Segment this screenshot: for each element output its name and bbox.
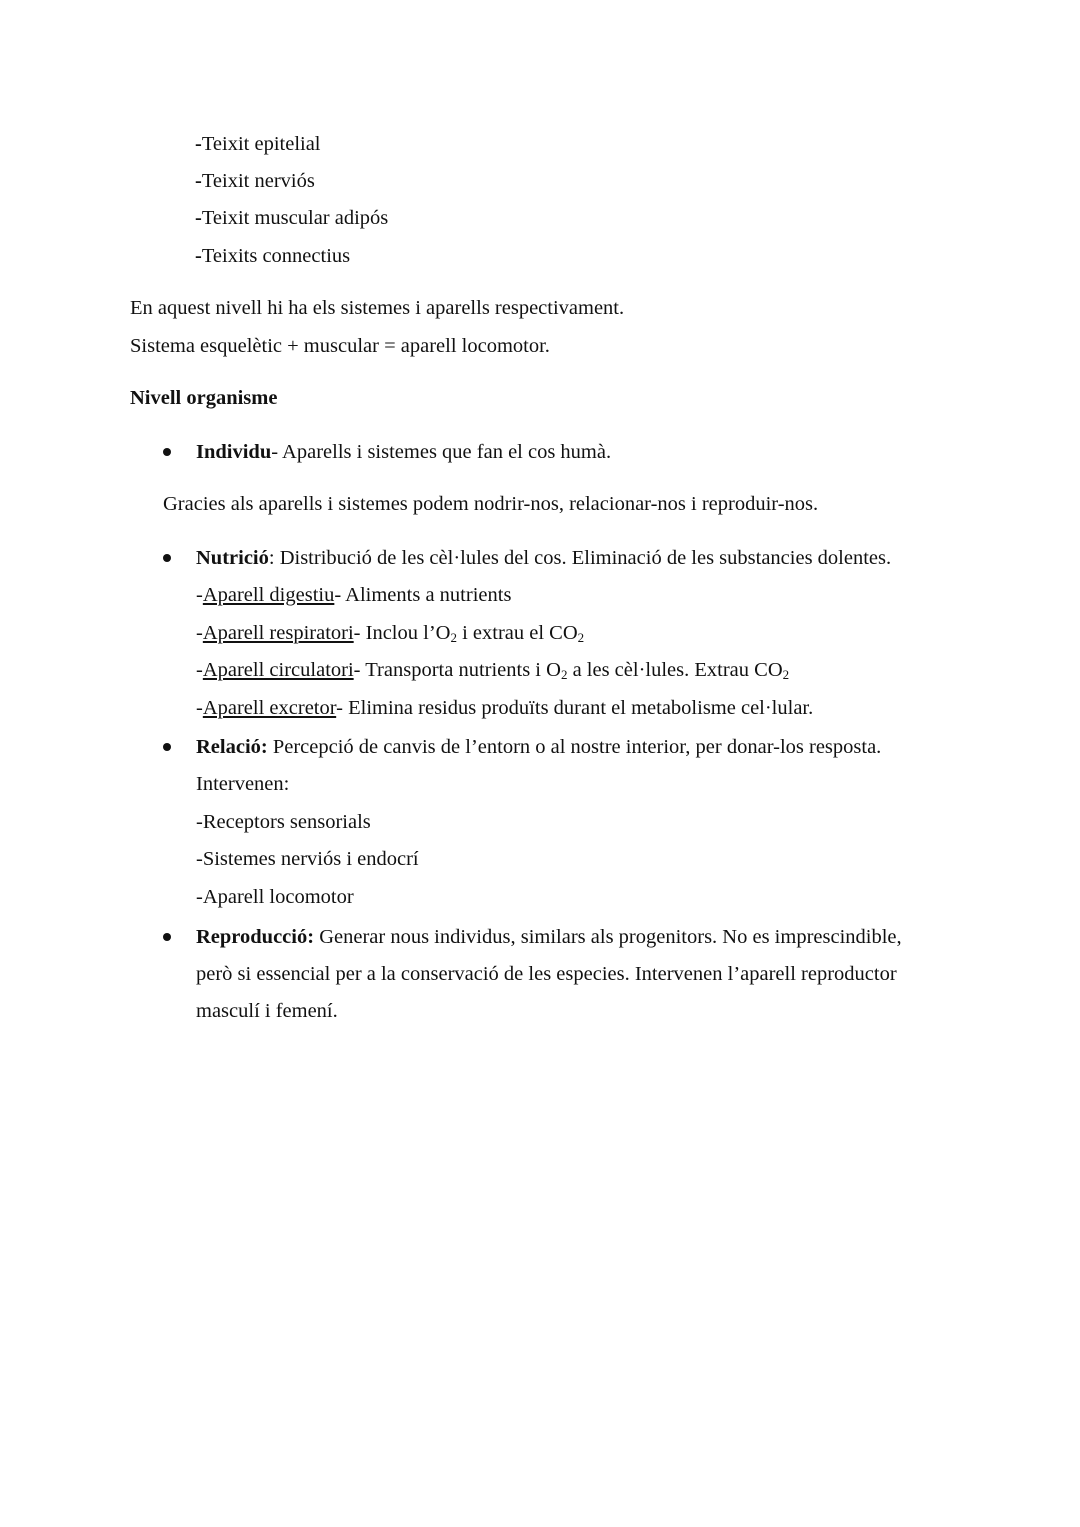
bullet-relacio: Relació: Percepció de canvis de l’entorn o al nostre interior, per donar-los resposta. bbox=[196, 736, 882, 758]
tissue-item: -Teixit epitelial bbox=[195, 133, 321, 155]
aparell-circulatori: -Aparell circulatori- Transporta nutrients i $O_2$ a les cèl·lules. Extrau $CO_2$ bbox=[196, 659, 790, 682]
bullet-icon bbox=[163, 554, 171, 562]
bullet-icon bbox=[163, 933, 171, 941]
aparell-digestiu: -Aparell digestiu- Aliments a nutrients bbox=[196, 584, 512, 606]
bullet-nutricio: Nutrició: Distribució de les cèl·lules del cos. Eliminació de les substancies dolentes. bbox=[196, 547, 892, 569]
paragraph-locomotor: Sistema esquelètic + muscular = aparell locomotor. bbox=[130, 335, 550, 357]
reproduccio-line: masculí i femení. bbox=[196, 1000, 338, 1022]
relacio-item: -Aparell locomotor bbox=[196, 886, 354, 908]
tissue-item: -Teixit nerviós bbox=[195, 170, 315, 192]
bullet-icon bbox=[163, 743, 171, 751]
bullet-reproduccio: Reproducció: Generar nous individus, similars als progenitors. No es imprescindible, bbox=[196, 926, 902, 948]
aparell-respiratori: -Aparell respiratori- Inclou $l’O_2$ i extrau el $CO_2$ bbox=[196, 622, 585, 645]
tissue-item: -Teixits connectius bbox=[195, 245, 351, 267]
reproduccio-line: però si essencial per a la conservació de les especies. Intervenen l’aparell reproductor bbox=[196, 963, 897, 985]
relacio-intervenen: Intervenen: bbox=[196, 773, 290, 795]
tissue-item: -Teixit muscular adipós bbox=[195, 207, 389, 229]
relacio-item: -Sistemes nerviós i endocrí bbox=[196, 848, 419, 870]
paragraph-gracies: Gracies als aparells i sistemes podem nodrir-nos, relacionar-nos i reproduir-nos. bbox=[163, 493, 819, 515]
relacio-item: -Receptors sensorials bbox=[196, 811, 371, 833]
section-heading: Nivell organisme bbox=[130, 387, 278, 409]
aparell-excretor: -Aparell excretor- Elimina residus produïts durant el metabolisme cel·lular. bbox=[196, 697, 814, 719]
bullet-individu: Individu- Aparells i sistemes que fan el cos humà. bbox=[196, 441, 612, 463]
bullet-icon bbox=[163, 448, 171, 456]
paragraph-systems: En aquest nivell hi ha els sistemes i aparells respectivament. bbox=[130, 297, 625, 319]
